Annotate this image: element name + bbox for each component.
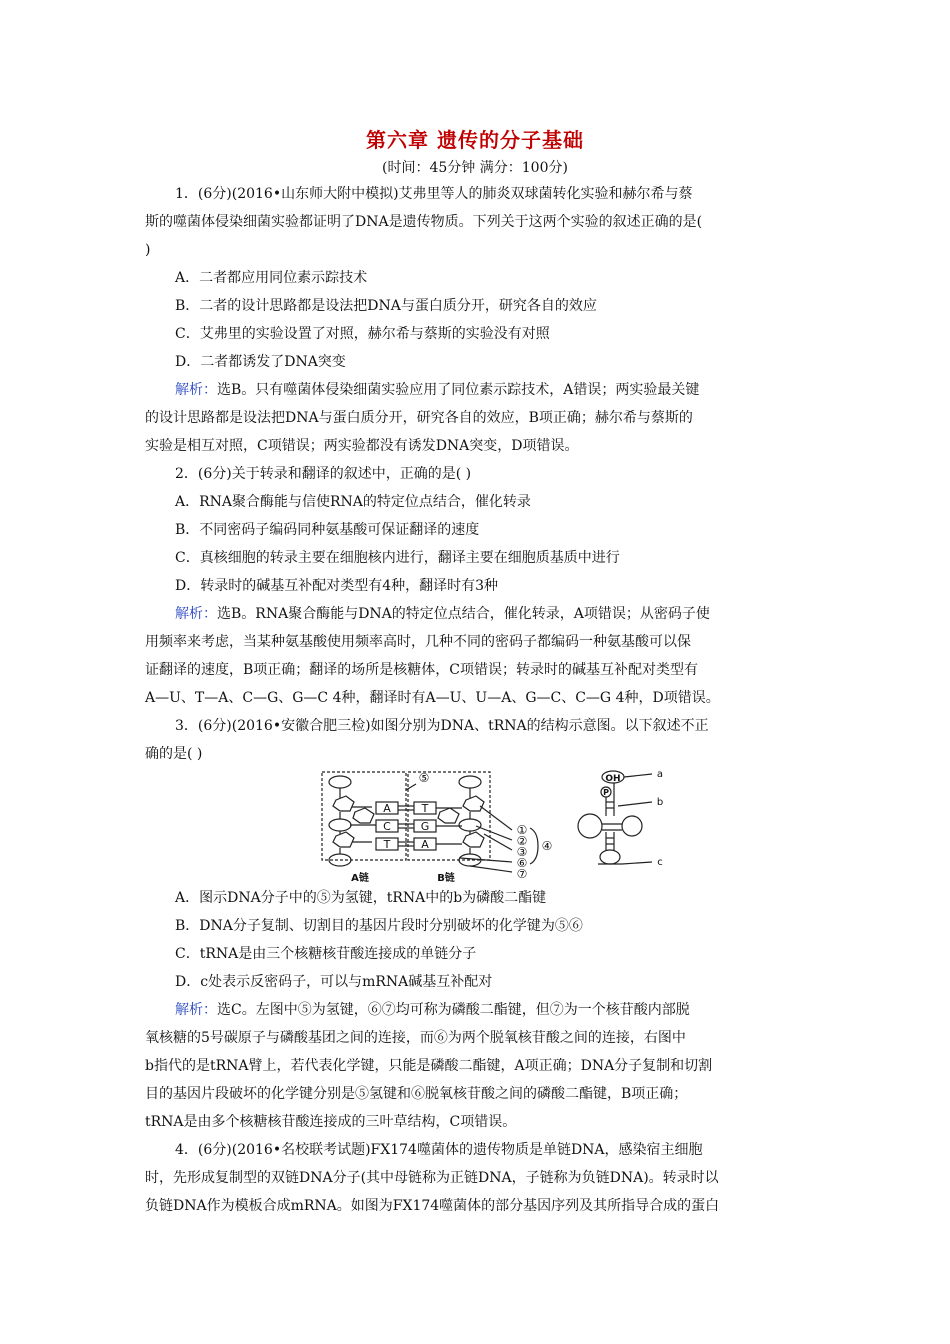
option-2a: A．RNA聚合酶能与信使RNA的特定位点结合，催化转录 — [175, 494, 531, 510]
chain-a-label: A链 — [351, 873, 369, 884]
exam-info: (时间：45分钟 满分：100分) — [382, 160, 568, 176]
option-1b: B．二者的设计思路都是设法把DNA与蛋白质分开，研究各自的效应 — [175, 298, 597, 314]
analysis-2-line-4: A—U、T—A、C—G、G—C 4种，翻译时有A—U、U—A、G—C、C—G 4种，D项错误。 — [145, 690, 720, 706]
chain-b-label: B链 — [437, 873, 455, 884]
dna-mark: ⑦ — [516, 867, 528, 881]
option-1a: A．二者都应用同位素示踪技术 — [175, 270, 368, 286]
option-3c: C．tRNA是由三个核糖核苷酸连接成的单链分子 — [175, 946, 477, 962]
analysis-label: 解析： — [175, 1002, 217, 1018]
dna-base: G — [420, 820, 430, 833]
dna-mark: ⑤ — [418, 771, 430, 785]
question-1-line-2: 斯的噬菌体侵染细菌实验都证明了DNA是遗传物质。下列关于这两个实验的叙述正确的是( — [145, 214, 703, 230]
trna-label-b: b — [656, 797, 664, 808]
dna-mark: ③ — [516, 845, 528, 859]
question-1-line-1: 1．(6分)(2016•山东师大附中模拟)艾弗里等人的肺炎双球菌转化实验和赫尔希与蔡 — [175, 186, 693, 202]
analysis-2-line-2: 用频率来考虑，当某种氨基酸使用频率高时，几种不同的密码子都编码一种氨基酸可以保 — [145, 634, 691, 650]
analysis-2-line-3: 证翻译的速度，B项正确；翻译的场所是核糖体，C项错误；转录时的碱基互补配对类型有 — [145, 662, 698, 678]
dna-base: C — [383, 820, 391, 833]
option-2b: B．不同密码子编码同种氨基酸可保证翻译的速度 — [175, 522, 480, 538]
question-2-line-1: 2．(6分)关于转录和翻译的叙述中，正确的是( ) — [175, 466, 472, 482]
analysis-3-line-5: tRNA是由多个核糖核苷酸连接成的三叶草结构，C项错误。 — [145, 1114, 517, 1130]
trna-diagram — [578, 771, 652, 864]
question-1-line-3: ) — [145, 242, 151, 258]
option-1c: C．艾弗里的实验设置了对照，赫尔希与蔡斯的实验没有对照 — [175, 326, 550, 342]
dna-mark: ① — [516, 823, 528, 837]
analysis-label: 解析： — [175, 606, 217, 622]
trna-p-label: P — [603, 788, 609, 797]
analysis-3-line-3: b指代的是tRNA臂上，若代表化学键，只能是磷酸二酯键，A项正确；DNA分子复制和切割 — [145, 1058, 713, 1074]
analysis-1-line-3: 实验是相互对照，C项错误；两实验都没有诱发DNA突变，D项错误。 — [145, 438, 579, 454]
option-1d: D．二者都诱发了DNA突变 — [175, 354, 346, 370]
trna-label-a: a — [656, 769, 664, 780]
dna-mark: ⑥ — [516, 856, 528, 870]
dna-mark: ② — [516, 834, 528, 848]
dna-base: T — [421, 802, 429, 815]
structure-figure — [0, 766, 950, 886]
dna-base: T — [383, 838, 391, 851]
question-4-line-1: 4．(6分)(2016•名校联考试题)FX174噬菌体的遗传物质是单链DNA，感染宿主细胞 — [175, 1142, 703, 1158]
dna-mark: ④ — [541, 839, 553, 853]
analysis-1-line-1: 解析：选B。只有噬菌体侵染细菌实验应用了同位素示踪技术，A错误；两实验最关键 — [175, 382, 700, 398]
option-2c: C．真核细胞的转录主要在细胞核内进行，翻译主要在细胞质基质中进行 — [175, 550, 620, 566]
option-3b: B．DNA分子复制、切割目的基因片段时分别破坏的化学键为⑤⑥ — [175, 918, 583, 934]
question-4-line-2: 时，先形成复制型的双链DNA分子(其中母链称为正链DNA，子链称为负链DNA)。转录时以 — [145, 1170, 719, 1186]
trna-oh-label: OH — [605, 774, 621, 784]
chapter-title: 第六章 遗传的分子基础 — [366, 128, 584, 152]
option-3d: D．c处表示反密码子，可以与mRNA碱基互补配对 — [175, 974, 493, 990]
dna-diagram — [322, 772, 538, 872]
analysis-3-line-4: 目的基因片段破坏的化学键分别是⑤氢键和⑥脱氧核苷酸之间的磷酸二酯键，B项正确； — [145, 1086, 688, 1102]
analysis-label: 解析： — [175, 382, 217, 398]
question-4-line-3: 负链DNA作为模板合成mRNA。如图为FX174噬菌体的部分基因序列及其所指导合成的蛋白 — [145, 1198, 720, 1214]
option-2d: D．转录时的碱基互补配对类型有4种，翻译时有3种 — [175, 578, 499, 594]
analysis-3-line-2: 氧核糖的5号碳原子与磷酸基团之间的连接，而⑥为两个脱氧核苷酸之间的连接，右图中 — [145, 1030, 686, 1046]
analysis-2-line-1: 解析：选B。RNA聚合酶能与DNA的特定位点结合，催化转录，A项错误；从密码子使 — [175, 606, 710, 622]
question-3-line-1: 3．(6分)(2016•安徽合肥三检)如图分别为DNA、tRNA的结构示意图。以下叙述不正 — [175, 718, 709, 734]
option-3a: A．图示DNA分子中的⑤为氢键，tRNA中的b为磷酸二酯键 — [175, 890, 547, 906]
analysis-1-line-2: 的设计思路都是设法把DNA与蛋白质分开，研究各自的效应，B项正确；赫尔希与蔡斯的 — [145, 410, 693, 426]
analysis-3-line-1: 解析：选C。左图中⑤为氢键，⑥⑦均可称为磷酸二酯键，但⑦为一个核苷酸内部脱 — [175, 1002, 690, 1018]
dna-base: A — [383, 802, 391, 815]
dna-base: A — [421, 838, 429, 851]
question-3-line-2: 确的是( ) — [145, 746, 203, 762]
trna-label-c: c — [657, 857, 663, 868]
